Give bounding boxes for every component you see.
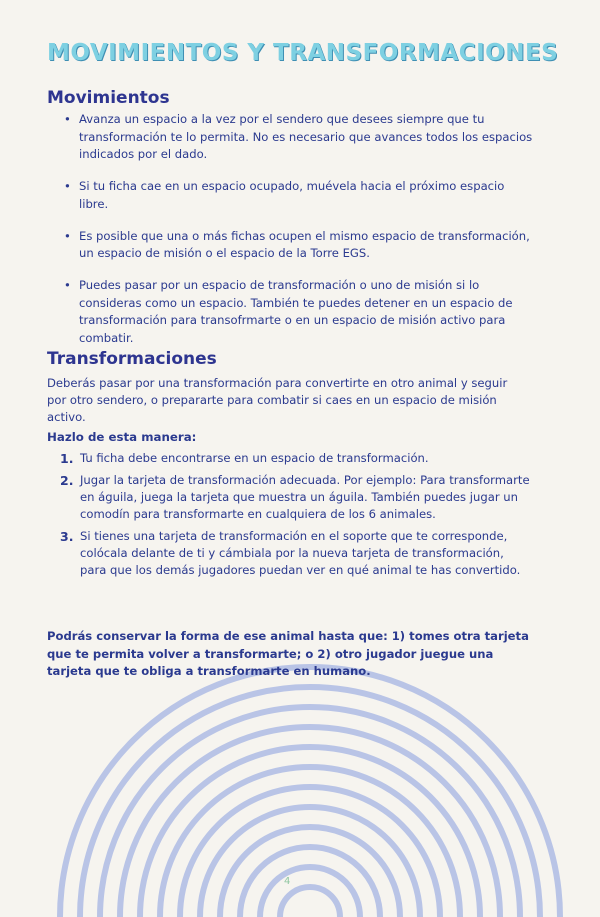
step-text: Si tienes una tarjeta de transformación en el soporte que te corresponde, colócala delante de ti y cámbiala por la nueva tarjeta de transformación, para que los demás jugadores puedan ver en qué animal te has convertido. — [80, 529, 521, 577]
step-text: Jugar la tarjeta de transformación adecuada. Por ejemplo: Para transformarte en águila, juega la tarjeta que muestra un águila. También puedes jugar un comodín para transformarte en cualquiera de los 6 animales. — [80, 473, 530, 521]
list-item: • Avanza un espacio a la vez por el sendero que desees siempre que tu transformación te lo permita. No es necesario que avances todos los espacios indicados por el dado. — [64, 111, 534, 164]
transformaciones-intro: Deberás pasar por una transformación para convertirte en otro animal y seguir por otro sendero, o prepararte para combatir si caes en un espacio de misión activo. — [47, 376, 508, 424]
step-number: 2. — [60, 473, 74, 488]
list-item — [60, 472, 530, 523]
page-title: MOVIMIENTOS Y TRANSFORMACIONES — [47, 40, 559, 66]
movimientos-list — [64, 111, 534, 362]
closing-paragraph: Podrás conservar la forma de ese animal hasta que: 1) tomes otra tarjeta que te permita volver a transformarte; o 2) otro jugador juegue una tarjeta que te obliga a transformarte en humano. — [47, 629, 529, 678]
step-number: 1. — [60, 451, 74, 466]
list-item — [60, 450, 530, 467]
page-number: 4 — [284, 876, 291, 887]
list-item: • Si tu ficha cae en un espacio ocupado, muévela hacia el próximo espacio libre. — [64, 178, 534, 213]
section-heading-movimientos: Movimientos — [47, 88, 170, 108]
list-item: • Es posible que una o más fichas ocupen el mismo espacio de transformación, un espacio de misión o el espacio de la Torre EGS. — [64, 228, 534, 263]
steps-list — [60, 450, 530, 584]
list-item — [60, 528, 530, 579]
how-to-label: Hazlo de esta manera: — [47, 430, 197, 444]
section-heading-transformaciones: Transformaciones — [47, 349, 217, 369]
step-number: 3. — [60, 529, 74, 544]
fingerprint-graphic — [40, 640, 580, 917]
list-item: • Puedes pasar por un espacio de transformación o uno de misión si lo consideras como un espacio. También te puedes detener en un espacio de transformación para transofrmarte o en un espacio de misión activo para combatir. — [64, 277, 534, 347]
step-text: Tu ficha debe encontrarse en un espacio de transformación. — [80, 451, 429, 465]
